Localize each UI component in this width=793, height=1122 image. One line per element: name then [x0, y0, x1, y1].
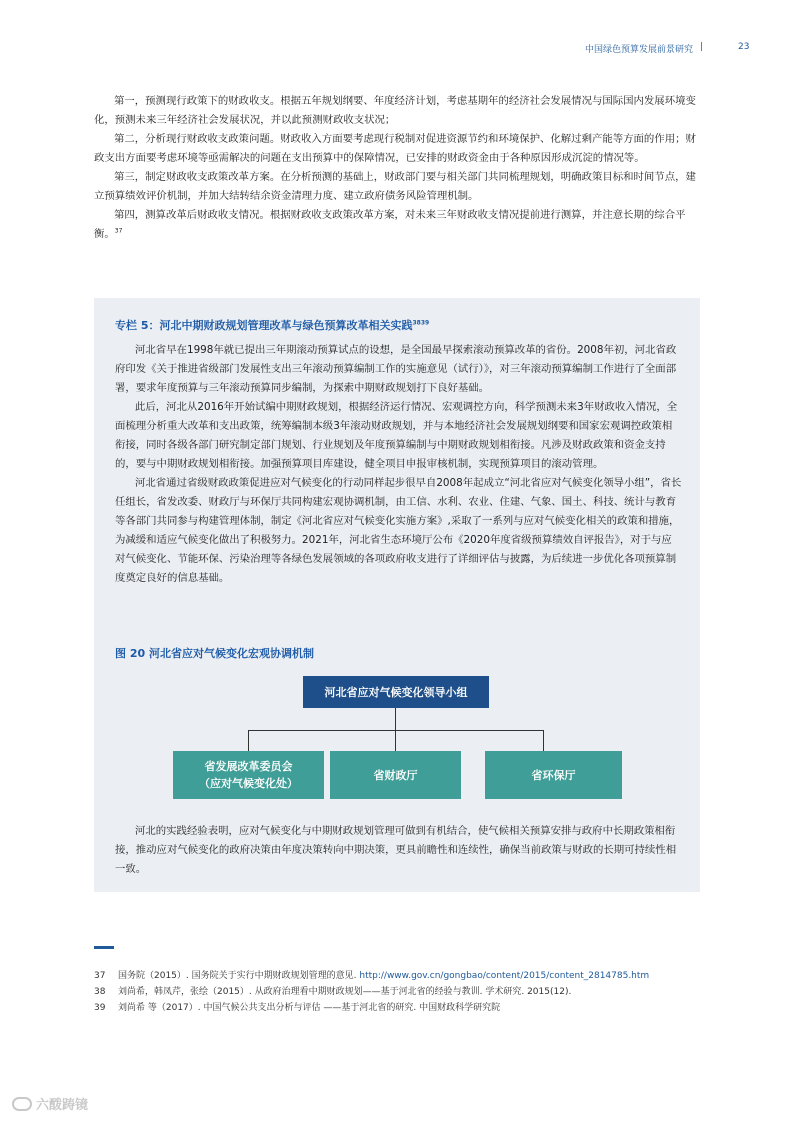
- watermark: [12, 1094, 88, 1113]
- org-node-label: 省环保厅: [531, 768, 576, 782]
- org-node-finance: [330, 751, 461, 799]
- footnote-number: 39: [94, 1003, 106, 1013]
- footnote-number: 38: [94, 987, 106, 997]
- footnotes: [94, 969, 714, 1017]
- connector-line: [543, 730, 544, 751]
- watermark-logo-icon: [12, 1097, 32, 1111]
- footnote: [94, 1001, 714, 1015]
- org-node-label: 省发展改革委员会: [204, 760, 293, 773]
- connector-line: [395, 730, 396, 751]
- connector-line: [395, 708, 396, 730]
- org-node-ndrc: [173, 751, 324, 799]
- footnote-ref[interactable]: 3839: [412, 319, 430, 327]
- intro-paragraph: 第一，预测现行政策下的财政收支。根据五年规划纲要、年度经济计划，考虑基期年的经济社会发展情况与国际国内发展环境变化，预测未来三年经济社会发展状况，并以此预测财政收支状况；: [94, 95, 696, 126]
- footnote-link[interactable]: http://www.gov.cn/gongbao/content/2015/content_2814785.htm: [359, 971, 650, 981]
- footnote-text: 刘尚希 等（2017）. 中国气候公共支出分析与评估 ——基于河北省的研究. 中国财政科学研究院: [118, 1003, 501, 1013]
- intro-paragraph: 第三，制定财政收支政策改革方案。在分析预测的基础上，财政部门要与相关部门共同梳理规划，明确政策目标和时间节点，建立预算绩效评价机制，并加大结转结余资金清理力度、建立政府债务风险管理机制。: [94, 171, 696, 202]
- box-paragraph: 此后，河北从2016年开始试编中期财政规划，根据经济运行情况、宏观调控方向，科学预测未来3年财政收入情况，全面梳理分析重大改革和支出政策，统筹编制本级3年滚动财政规划，并与本地经济社会发展规划纲要和国家宏观调控政策相衔接，同时各级各部门研究制定部门规划、行业规划及年度预算编制与中期财政规划相衔接。凡涉及财政政策和资金支持的，要与中期财政规划相衔接。加强预算项目库建设，健全项目申报审核机制，实现预算项目的滚动管理。: [115, 401, 678, 470]
- header-separator: |: [700, 42, 704, 52]
- footnote-text: 刘尚希，韩凤芹，张绘（2015）. 从政府治理看中期财政规划——基于河北省的经验与教训. 学术研究. 2015(12).: [118, 987, 572, 997]
- footnote: [94, 985, 714, 999]
- org-node-leading-group: 河北省应对气候变化领导小组: [303, 676, 489, 708]
- footnote-ref[interactable]: 37: [114, 227, 123, 235]
- header-title: 中国绿色预算发展前景研究: [584, 45, 693, 55]
- footnote: [94, 969, 714, 983]
- footnote-number: 37: [94, 971, 106, 981]
- box-title: [115, 317, 429, 333]
- figure-title: 图 20 河北省应对气候变化宏观协调机制: [115, 647, 314, 660]
- intro-text: [94, 92, 700, 244]
- org-node-sublabel: （应对气候变化处）: [199, 777, 298, 790]
- org-node-environment: [485, 751, 622, 799]
- box-paragraph: 河北的实践经验表明，应对气候变化与中期财政规划管理可做到有机结合，使气候相关预算安排与政府中长期政策相衔接，推动应对气候变化的政府决策由年度决策转向中期决策，更具前瞻性和连续性，确保当前政策与财政的长期可持续性相一致。: [115, 825, 677, 875]
- footnote-text: 国务院（2015）. 国务院关于实行中期财政规划管理的意见.: [118, 971, 357, 981]
- org-node-label: 省财政厅: [373, 768, 418, 782]
- page-header: [0, 42, 793, 56]
- footnote-divider: [94, 946, 114, 949]
- page-number: 23: [738, 42, 750, 52]
- intro-paragraph: 第二，分析现行财政收支政策问题。财政收入方面要考虑现行税制对促进资源节约和环境保护、化解过剩产能等方面的作用；财政支出方面要考虑环境等亟需解决的问题在支出预算中的保障情况，已安排的财政资金由于各种原因形成沉淀的情况等。: [94, 133, 696, 164]
- box-paragraph: 河北省早在1998年就已提出三年期滚动预算试点的设想，是全国最早探索滚动预算改革的省份。2008年初，河北省政府印发《关于推进省级部门发展性支出三年滚动预算编制工作的实施意见（试行）》，对三年滚动预算编制工作进行了全面部署，要求年度预算与三年滚动预算同步编制，为探索中期财政规划打下良好基础。: [115, 344, 677, 394]
- connector-line: [248, 730, 249, 751]
- box-text: [115, 341, 682, 588]
- box-closing-text: [115, 822, 682, 879]
- box-paragraph: 河北省通过省级财政政策促进应对气候变化的行动同样起步很早自2008年起成立“河北省应对气候变化领导小组”，省长任组长，省发改委、财政厅与环保厅共同构建宏观协调机制，由工信、水利、农业、住建、气象、国土、科技、统计与教育等各部门共同参与构建管理体制，制定《河北省应对气候变化实施方案》,采取了一系列与应对气候变化相关的政策和措施，为减缓和适应气候变化做出了积极努力。2021年，河北省生态环境厅公布《2020年度省级预算绩效自评报告》，对于与应对气候变化、节能环保、污染治理等各绿色发展领域的各项政府收支进行了详细评估与披露，为后续进一步优化各项预算制度奠定良好的信息基础。: [115, 477, 682, 584]
- intro-paragraph: [94, 206, 700, 244]
- watermark-text: 六酦踌镜: [36, 1098, 89, 1113]
- intro-paragraph-text: 第四，测算改革后财政收支情况。根据财政收支政策改革方案，对未来三年财政收支情况提前进行测算，并注意长期的综合平衡。: [94, 209, 686, 240]
- box-title-text: 专栏 5：河北中期财政规划管理改革与绿色预算改革相关实践: [115, 319, 413, 332]
